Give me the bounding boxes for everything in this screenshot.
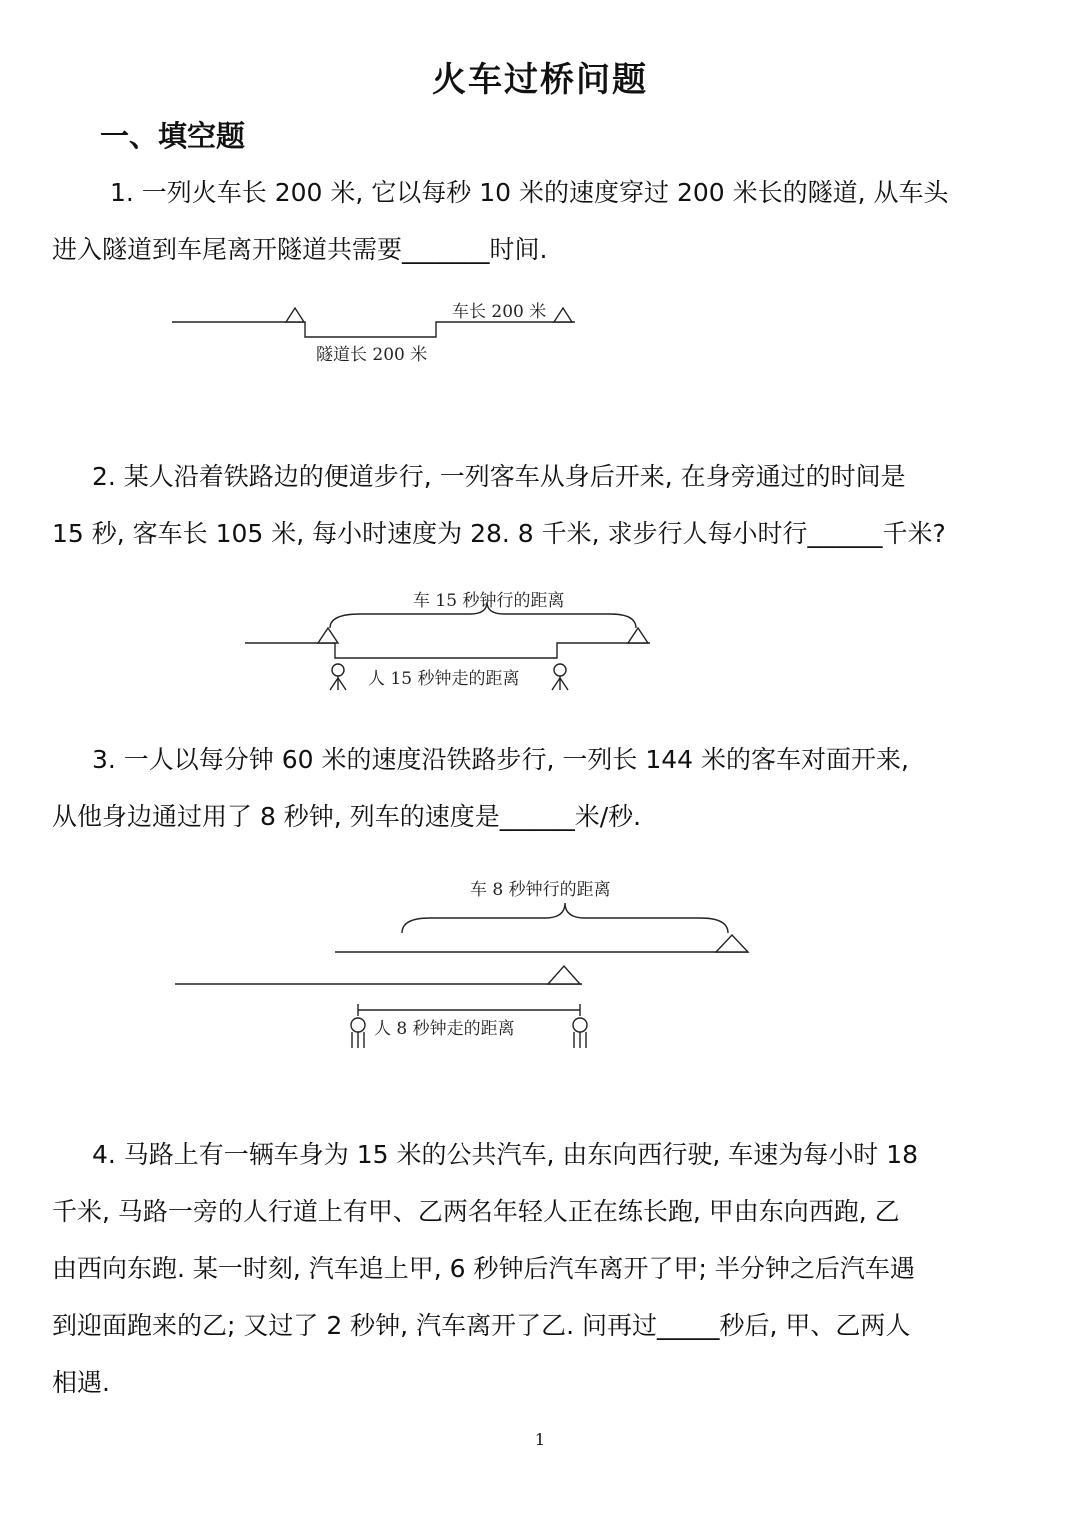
question-4-line-2: 千米, 马路一旁的人行道上有甲、乙两名年轻人正在练长跑, 甲由东向西跑, 乙 bbox=[52, 1197, 900, 1226]
person-icon bbox=[330, 664, 346, 690]
figure-1-tunnel-label: 隧道长 200 米 bbox=[316, 345, 428, 365]
figure-1-train-label: 车长 200 米 bbox=[452, 302, 547, 322]
figure-3-car-label: 车 8 秒钟行的距离 bbox=[470, 880, 611, 900]
person-icon bbox=[573, 1018, 587, 1048]
question-4-line-4: 到迎面跑来的乙; 又过了 2 秒钟, 汽车离开了乙. 问再过_____秒后, 甲、乙两人 bbox=[52, 1311, 911, 1340]
person-icon bbox=[351, 1018, 365, 1048]
question-3-line-2: 从他身边通过用了 8 秒钟, 列车的速度是______米/秒. bbox=[52, 802, 642, 831]
question-4-line-3: 由西向东跑. 某一时刻, 汽车追上甲, 6 秒钟后汽车离开了甲; 半分钟之后汽车遇 bbox=[52, 1254, 915, 1283]
question-2-line-2: 15 秒, 客车长 105 米, 每小时速度为 28. 8 千米, 求步行人每小时行______千米? bbox=[52, 519, 946, 548]
figure-2-car-label: 车 15 秒钟行的距离 bbox=[413, 591, 565, 611]
question-1-line-2: 进入隧道到车尾离开隧道共需要_______时间. bbox=[52, 235, 548, 264]
figure-2-person-label: 人 15 秒钟走的距离 bbox=[368, 669, 520, 689]
question-4-line-1: 4. 马路上有一辆车身为 15 米的公共汽车, 由东向西行驶, 车速为每小时 18 bbox=[92, 1140, 919, 1169]
question-3-line-1: 3. 一人以每分钟 60 米的速度沿铁路步行, 一列长 144 米的客车对面开来, bbox=[92, 745, 909, 774]
question-2-line-1: 2. 某人沿着铁路边的便道步行, 一列客车从身后开来, 在身旁通过的时间是 bbox=[92, 462, 906, 491]
page-title: 火车过桥问题 bbox=[432, 60, 648, 100]
person-icon bbox=[552, 664, 568, 690]
question-1-line-1: 1. 一列火车长 200 米, 它以每秒 10 米的速度穿过 200 米长的隧道, 从车头 bbox=[110, 178, 949, 207]
section-heading: 一、填空题 bbox=[100, 119, 246, 153]
figure-3-person-label: 人 8 秒钟走的距离 bbox=[374, 1019, 515, 1039]
question-4-line-5: 相遇. bbox=[52, 1368, 110, 1397]
page-number: 1 bbox=[534, 1430, 546, 1449]
